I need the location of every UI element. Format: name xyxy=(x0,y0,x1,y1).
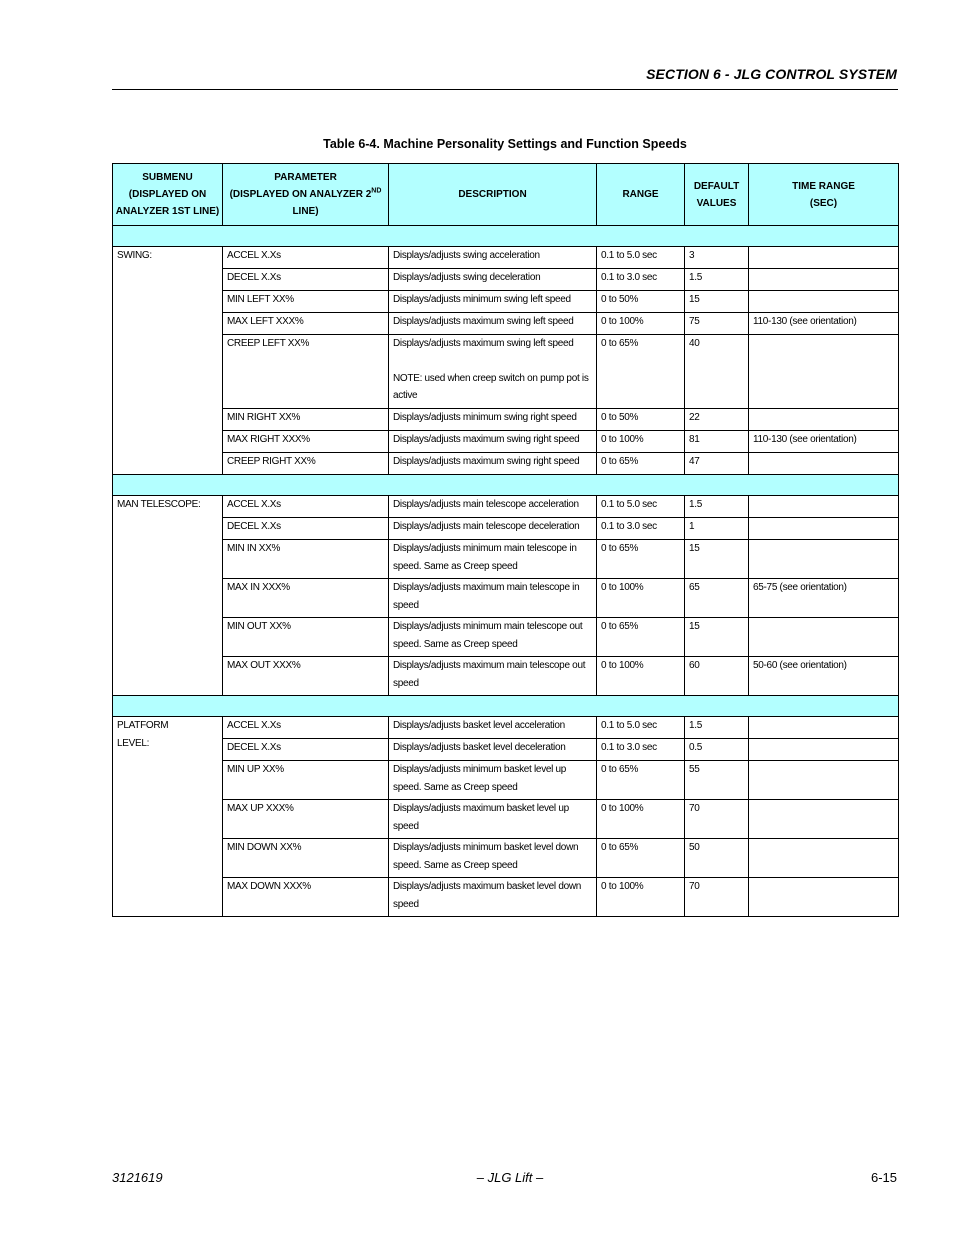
table-row xyxy=(113,761,899,800)
table-row xyxy=(113,878,899,917)
description-cell: Displays/adjusts maximum basket level up speed xyxy=(389,800,597,839)
footer-center-text: – JLG Lift – xyxy=(476,1170,544,1185)
col-header-default: DEFAULT VALUES xyxy=(685,164,749,226)
range-cell: 0 to 100% xyxy=(597,579,685,618)
time-cell xyxy=(749,761,899,800)
col-header-time-range: TIME RANGE (SEC) xyxy=(749,164,899,226)
time-cell: 110-130 (see orientation) xyxy=(749,431,899,453)
default-cell: 15 xyxy=(685,618,749,657)
range-cell: 0 to 65% xyxy=(597,453,685,475)
description-cell: Displays/adjusts maximum main telescope out speed xyxy=(389,657,597,696)
parameter-cell: MIN IN XX% xyxy=(223,540,389,579)
description-cell: Displays/adjusts minimum basket level down speed. Same as Creep speed xyxy=(389,839,597,878)
time-cell: 50-60 (see orientation) xyxy=(749,657,899,696)
description-cell: Displays/adjusts maximum swing left speed xyxy=(389,313,597,335)
range-cell: 0.1 to 3.0 sec xyxy=(597,739,685,761)
submenu-cell: MAN TELESCOPE: xyxy=(113,496,223,696)
description-cell: Displays/adjusts maximum swing left speed NOTE: used when creep switch on pump pot is active xyxy=(389,335,597,409)
range-cell: 0 to 50% xyxy=(597,409,685,431)
table-row xyxy=(113,717,899,739)
table-row xyxy=(113,540,899,579)
description-cell: Displays/adjusts swing acceleration xyxy=(389,247,597,269)
col-header-range: RANGE xyxy=(597,164,685,226)
time-cell xyxy=(749,269,899,291)
range-cell: 0 to 100% xyxy=(597,657,685,696)
range-cell: 0 to 100% xyxy=(597,878,685,917)
parameter-cell: MAX OUT XXX% xyxy=(223,657,389,696)
range-cell: 0.1 to 3.0 sec xyxy=(597,518,685,540)
time-cell xyxy=(749,291,899,313)
default-cell: 55 xyxy=(685,761,749,800)
submenu-cell: PLATFORM LEVEL: xyxy=(113,717,223,917)
default-cell: 0.5 xyxy=(685,739,749,761)
group-separator xyxy=(113,226,899,247)
default-cell: 1 xyxy=(685,518,749,540)
parameter-cell: DECEL X.Xs xyxy=(223,518,389,540)
table-row xyxy=(113,618,899,657)
range-cell: 0 to 65% xyxy=(597,335,685,409)
table-row xyxy=(113,313,899,335)
parameter-cell: MAX RIGHT XXX% xyxy=(223,431,389,453)
default-cell: 3 xyxy=(685,247,749,269)
table-row xyxy=(113,409,899,431)
col-header-description: DESCRIPTION xyxy=(389,164,597,226)
range-cell: 0 to 65% xyxy=(597,618,685,657)
parameter-cell: MAX UP XXX% xyxy=(223,800,389,839)
range-cell: 0 to 65% xyxy=(597,761,685,800)
group-separator xyxy=(113,475,899,496)
description-cell: Displays/adjusts maximum swing right speed xyxy=(389,453,597,475)
table-row xyxy=(113,657,899,696)
parameter-cell: MIN DOWN XX% xyxy=(223,839,389,878)
time-cell xyxy=(749,453,899,475)
description-note: NOTE: used when creep switch on pump pot is active xyxy=(393,372,589,401)
description-cell: Displays/adjusts minimum basket level up speed. Same as Creep speed xyxy=(389,761,597,800)
description-cell: Displays/adjusts minimum swing left speed xyxy=(389,291,597,313)
parameter-cell: CREEP RIGHT XX% xyxy=(223,453,389,475)
table-row xyxy=(113,579,899,618)
description-cell: Displays/adjusts maximum swing right speed xyxy=(389,431,597,453)
table-row xyxy=(113,496,899,518)
default-cell: 65 xyxy=(685,579,749,618)
parameter-cell: MIN LEFT XX% xyxy=(223,291,389,313)
time-cell xyxy=(749,717,899,739)
parameter-cell: MAX IN XXX% xyxy=(223,579,389,618)
parameter-cell: MIN OUT XX% xyxy=(223,618,389,657)
range-cell: 0 to 65% xyxy=(597,540,685,579)
description-cell: Displays/adjusts basket level acceleration xyxy=(389,717,597,739)
table-row xyxy=(113,431,899,453)
parameter-cell: MAX LEFT XXX% xyxy=(223,313,389,335)
table-row xyxy=(113,800,899,839)
parameter-cell: MAX DOWN XXX% xyxy=(223,878,389,917)
default-cell: 15 xyxy=(685,540,749,579)
description-cell: Displays/adjusts main telescope acceleration xyxy=(389,496,597,518)
table-row xyxy=(113,269,899,291)
section-title: SECTION 6 - JLG CONTROL SYSTEM xyxy=(646,66,897,82)
time-cell xyxy=(749,839,899,878)
default-cell: 60 xyxy=(685,657,749,696)
table-title: Table 6-4. Machine Personality Settings and Function Speeds xyxy=(323,137,687,151)
header-divider xyxy=(112,89,898,90)
time-cell xyxy=(749,409,899,431)
parameter-cell: ACCEL X.Xs xyxy=(223,717,389,739)
default-cell: 1.5 xyxy=(685,269,749,291)
table-row xyxy=(113,247,899,269)
range-cell: 0.1 to 5.0 sec xyxy=(597,247,685,269)
table-row xyxy=(113,518,899,540)
description-cell: Displays/adjusts basket level deceleration xyxy=(389,739,597,761)
default-cell: 70 xyxy=(685,800,749,839)
group-separator xyxy=(113,696,899,717)
time-cell xyxy=(749,878,899,917)
time-cell xyxy=(749,540,899,579)
description-cell: Displays/adjusts minimum swing right speed xyxy=(389,409,597,431)
default-cell: 22 xyxy=(685,409,749,431)
description-cell: Displays/adjusts main telescope deceleration xyxy=(389,518,597,540)
personality-settings-table xyxy=(112,163,899,917)
range-cell: 0 to 100% xyxy=(597,431,685,453)
range-cell: 0 to 65% xyxy=(597,839,685,878)
range-cell: 0 to 100% xyxy=(597,313,685,335)
parameter-cell: DECEL X.Xs xyxy=(223,739,389,761)
parameter-cell: ACCEL X.Xs xyxy=(223,247,389,269)
default-cell: 1.5 xyxy=(685,496,749,518)
col-header-parameter: PARAMETER (DISPLAYED ON ANALYZER 2ND LINE) xyxy=(223,164,389,226)
parameter-cell: MIN RIGHT XX% xyxy=(223,409,389,431)
footer-page-number: 6-15 xyxy=(870,1170,897,1185)
time-cell xyxy=(749,618,899,657)
table-header-row xyxy=(113,164,899,226)
time-cell: 65-75 (see orientation) xyxy=(749,579,899,618)
default-cell: 70 xyxy=(685,878,749,917)
submenu-cell: SWING: xyxy=(113,247,223,475)
time-cell xyxy=(749,518,899,540)
description-cell: Displays/adjusts maximum basket level down speed xyxy=(389,878,597,917)
time-cell: 110-130 (see orientation) xyxy=(749,313,899,335)
description-cell: Displays/adjusts minimum main telescope out speed. Same as Creep speed xyxy=(389,618,597,657)
time-cell xyxy=(749,335,899,409)
table-row xyxy=(113,291,899,313)
default-cell: 75 xyxy=(685,313,749,335)
range-cell: 0 to 50% xyxy=(597,291,685,313)
col-header-submenu: SUBMENU (DISPLAYED ON ANALYZER 1ST LINE) xyxy=(113,164,223,226)
time-cell xyxy=(749,247,899,269)
range-cell: 0 to 100% xyxy=(597,800,685,839)
table-row xyxy=(113,453,899,475)
range-cell: 0.1 to 5.0 sec xyxy=(597,717,685,739)
range-cell: 0.1 to 5.0 sec xyxy=(597,496,685,518)
table-row xyxy=(113,839,899,878)
time-cell xyxy=(749,739,899,761)
parameter-cell: DECEL X.Xs xyxy=(223,269,389,291)
default-cell: 47 xyxy=(685,453,749,475)
table-row xyxy=(113,335,899,409)
default-cell: 50 xyxy=(685,839,749,878)
time-cell xyxy=(749,496,899,518)
parameter-cell: CREEP LEFT XX% xyxy=(223,335,389,409)
footer-doc-number: 3121619 xyxy=(112,1170,163,1185)
parameter-cell: MIN UP XX% xyxy=(223,761,389,800)
table-row xyxy=(113,739,899,761)
default-cell: 40 xyxy=(685,335,749,409)
description-cell: Displays/adjusts maximum main telescope in speed xyxy=(389,579,597,618)
description-cell: Displays/adjusts minimum main telescope in speed. Same as Creep speed xyxy=(389,540,597,579)
range-cell: 0.1 to 3.0 sec xyxy=(597,269,685,291)
default-cell: 1.5 xyxy=(685,717,749,739)
default-cell: 15 xyxy=(685,291,749,313)
parameter-cell: ACCEL X.Xs xyxy=(223,496,389,518)
default-cell: 81 xyxy=(685,431,749,453)
time-cell xyxy=(749,800,899,839)
description-cell: Displays/adjusts swing deceleration xyxy=(389,269,597,291)
